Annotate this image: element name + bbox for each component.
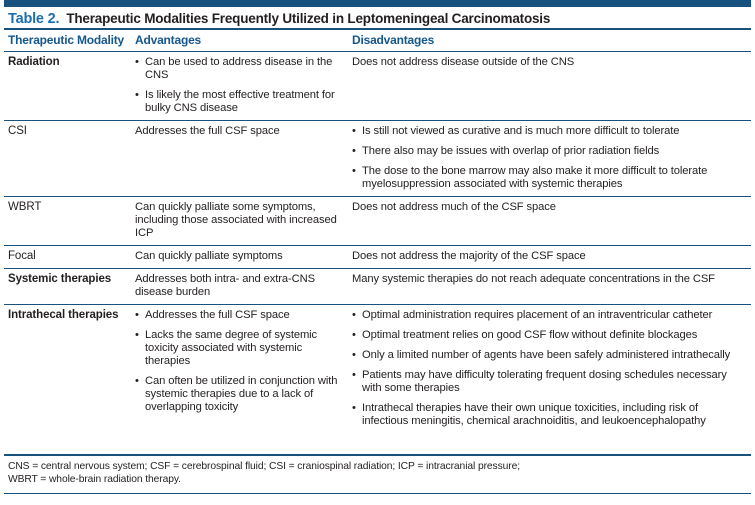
cell-text: Does not address the majority of the CSF space	[352, 250, 586, 262]
modality-label: WBRT	[8, 201, 42, 213]
bullet-icon: •	[352, 309, 356, 321]
bullet-text: Is still not viewed as curative and is much more difficult to tolerate	[362, 125, 680, 137]
bullet-item	[352, 402, 739, 428]
bullet-text: Intrathecal therapies have their own unique toxicities, including risk of infectious meningitis, chemical arachnoiditis, and leukoencephalopathy	[362, 402, 706, 427]
bullet-text: Patients may have difficulty tolerating frequent dosing schedules necessary with some therapies	[362, 369, 727, 394]
table-row	[4, 52, 751, 120]
bullet-text: Only a limited number of agents have been safely administered intrathecally	[362, 349, 731, 361]
modality-label: Focal	[8, 250, 36, 262]
column-header-advantages: Advantages	[135, 33, 202, 47]
bottom-rule	[4, 493, 751, 494]
advantages-cell	[135, 309, 352, 449]
bullet-icon: •	[352, 349, 356, 361]
cell-text: Addresses both intra- and extra-CNS disease burden	[135, 273, 315, 298]
disadvantages-cell	[352, 250, 751, 263]
modality-cell	[4, 201, 135, 240]
bullet-icon: •	[135, 89, 139, 101]
bullet-icon: •	[352, 402, 356, 414]
modality-cell	[4, 273, 135, 299]
column-header-therapeutic-modality: Therapeutic Modality	[8, 33, 125, 47]
bullet-item	[352, 329, 739, 342]
bullet-item	[135, 329, 338, 368]
bullet-text: Can often be utilized in conjunction with systemic therapies due to a lack of overlapping toxicity	[145, 375, 338, 413]
disadvantages-cell	[352, 201, 751, 240]
bullet-icon: •	[135, 309, 139, 321]
table-label: Table 2.	[8, 11, 60, 27]
modality-label: Radiation	[8, 56, 60, 68]
bullet-icon: •	[352, 145, 356, 157]
disadvantages-cell	[352, 56, 751, 115]
advantages-cell	[135, 125, 352, 191]
advantages-cell	[135, 56, 352, 115]
table-header-row	[4, 30, 751, 52]
table-row	[4, 196, 751, 245]
bullet-text: Can be used to address disease in the CNS	[145, 56, 333, 81]
bullet-icon: •	[135, 375, 139, 387]
table-title: Therapeutic Modalities Frequently Utilized in Leptomeningeal Carcinomatosis	[66, 11, 551, 26]
bullet-text: Optimal treatment relies on good CSF flow without definite blockages	[362, 329, 698, 341]
bullet-item	[352, 309, 739, 322]
advantages-cell	[135, 250, 352, 263]
table-row	[4, 120, 751, 196]
bullet-icon: •	[352, 165, 356, 177]
bullet-text: Addresses the full CSF space	[145, 309, 290, 321]
footnotes	[4, 456, 751, 491]
bullet-text: Optimal administration requires placement of an intraventricular catheter	[362, 309, 713, 321]
disadvantages-cell	[352, 125, 751, 191]
modality-label: Systemic therapies	[8, 273, 112, 285]
bullet-item	[352, 125, 739, 138]
table-caption	[4, 7, 751, 28]
table-row	[4, 245, 751, 268]
cell-text: Can quickly palliate symptoms	[135, 250, 283, 262]
bullet-text: The dose to the bone marrow may also make it more difficult to tolerate myelosuppression associated with systemic therapies	[362, 165, 708, 190]
bullet-text: There also may be issues with overlap of prior radiation fields	[362, 145, 660, 157]
bullet-item	[135, 56, 338, 82]
footnote-line-1: CNS = central nervous system; CSF = cerebrospinal fluid; CSI = craniospinal radiation; ICP = intracranial pressure;	[8, 461, 520, 472]
bullet-icon: •	[352, 329, 356, 341]
modality-cell	[4, 125, 135, 191]
bullet-text: Lacks the same degree of systemic toxicity associated with systemic therapies	[145, 329, 318, 367]
cell-text: Does not address much of the CSF space	[352, 201, 556, 213]
cell-text: Can quickly palliate some symptoms, including those associated with increased ICP	[135, 201, 337, 239]
bullet-text: Is likely the most effective treatment for bulky CNS disease	[145, 89, 335, 114]
modality-label: CSI	[8, 125, 27, 137]
table-row	[4, 304, 751, 454]
column-header-disadvantages: Disadvantages	[352, 33, 435, 47]
cell-text: Many systemic therapies do not reach adequate concentrations in the CSF	[352, 273, 715, 285]
bullet-item	[352, 165, 739, 191]
bullet-item	[352, 145, 739, 158]
bullet-icon: •	[135, 56, 139, 68]
footnote-line-2: WBRT = whole-brain radiation therapy.	[8, 474, 181, 485]
advantages-cell	[135, 201, 352, 240]
table-body	[4, 52, 751, 454]
table-row	[4, 268, 751, 304]
cell-text: Addresses the full CSF space	[135, 125, 280, 137]
modality-cell	[4, 250, 135, 263]
bullet-item	[135, 89, 338, 115]
bullet-icon: •	[352, 125, 356, 137]
disadvantages-cell	[352, 309, 751, 449]
bullet-item	[352, 349, 739, 362]
disadvantages-cell	[352, 273, 751, 299]
top-rule	[4, 0, 751, 7]
modality-cell	[4, 309, 135, 449]
bullet-item	[352, 369, 739, 395]
cell-text: Does not address disease outside of the CNS	[352, 56, 575, 68]
bullet-icon: •	[135, 329, 139, 341]
bullet-icon: •	[352, 369, 356, 381]
advantages-cell	[135, 273, 352, 299]
modality-cell	[4, 56, 135, 115]
bullet-item	[135, 375, 338, 414]
modality-label: Intrathecal therapies	[8, 309, 119, 321]
bullet-item	[135, 309, 338, 322]
